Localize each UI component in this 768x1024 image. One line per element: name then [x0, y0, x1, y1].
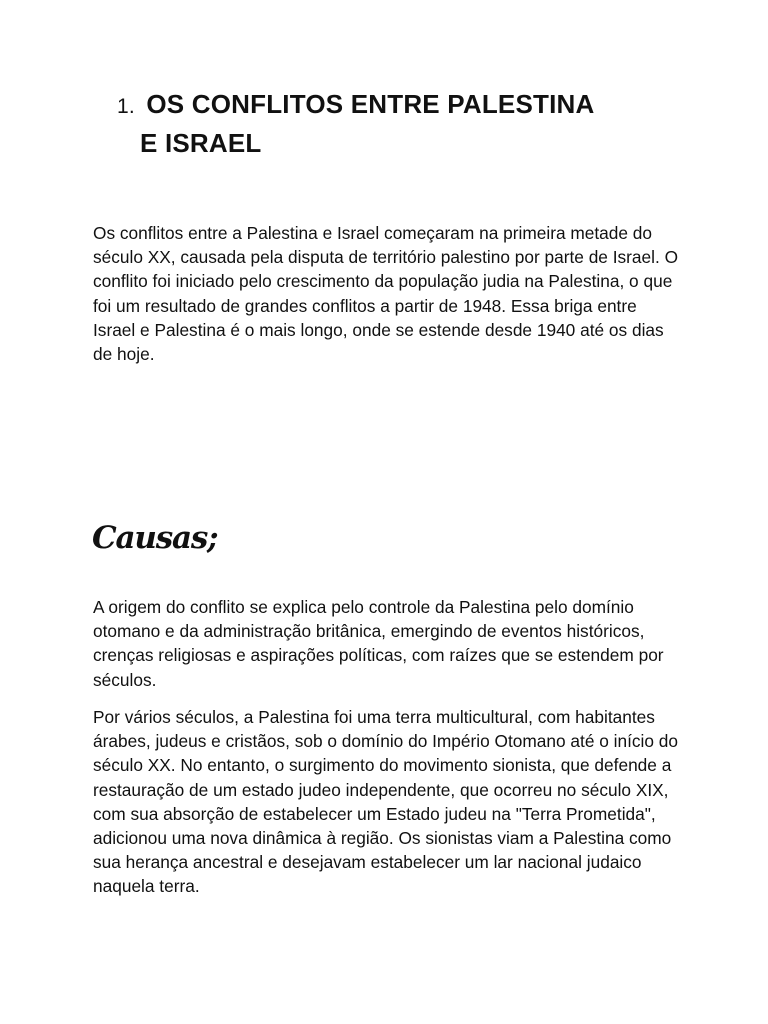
heading-title-line1: OS CONFLITOS ENTRE PALESTINA: [146, 89, 595, 119]
intro-paragraph: Os conflitos entre a Palestina e Israel começaram na primeira metade do século XX, causada pela disputa de território palestino por parte de Israel. O conflito foi iniciado pelo crescimento da população judia na Palestina, o que foi um resultado de grandes conflitos a partir de 1948. Essa briga entre Israel e Palestina é o mais longo, onde se estende desde 1940 até os dias de hoje.: [93, 223, 679, 365]
causas-paragraph-1: A origem do conflito se explica pelo controle da Palestina pelo domínio otomano e da administração britânica, emergindo de eventos históricos, crenças religiosas e aspirações políticas, com raízes que se estendem por séculos.: [93, 597, 664, 690]
causas-heading: Causas;: [92, 520, 218, 556]
section-heading: [117, 86, 677, 161]
causas-paragraph-2: Por vários séculos, a Palestina foi uma terra multicultural, com habitantes árabes, judeus e cristãos, sob o domínio do Império Otomano até o início do século XX. No entanto, o surgimento do movimento sionista, que defende a restauração de um estado judeo independente, que ocorreu no século XIX, com sua absorção de estabelecer um Estado judeu na "Terra Prometida", adicionou uma nova dinâmica à região. Os sionistas viam a Palestina como sua herança ancestral e desejavam estabelecer um lar nacional judaico naquela terra.: [93, 707, 679, 897]
heading-title-line2: E ISRAEL: [140, 128, 262, 158]
list-number: 1.: [117, 95, 135, 118]
